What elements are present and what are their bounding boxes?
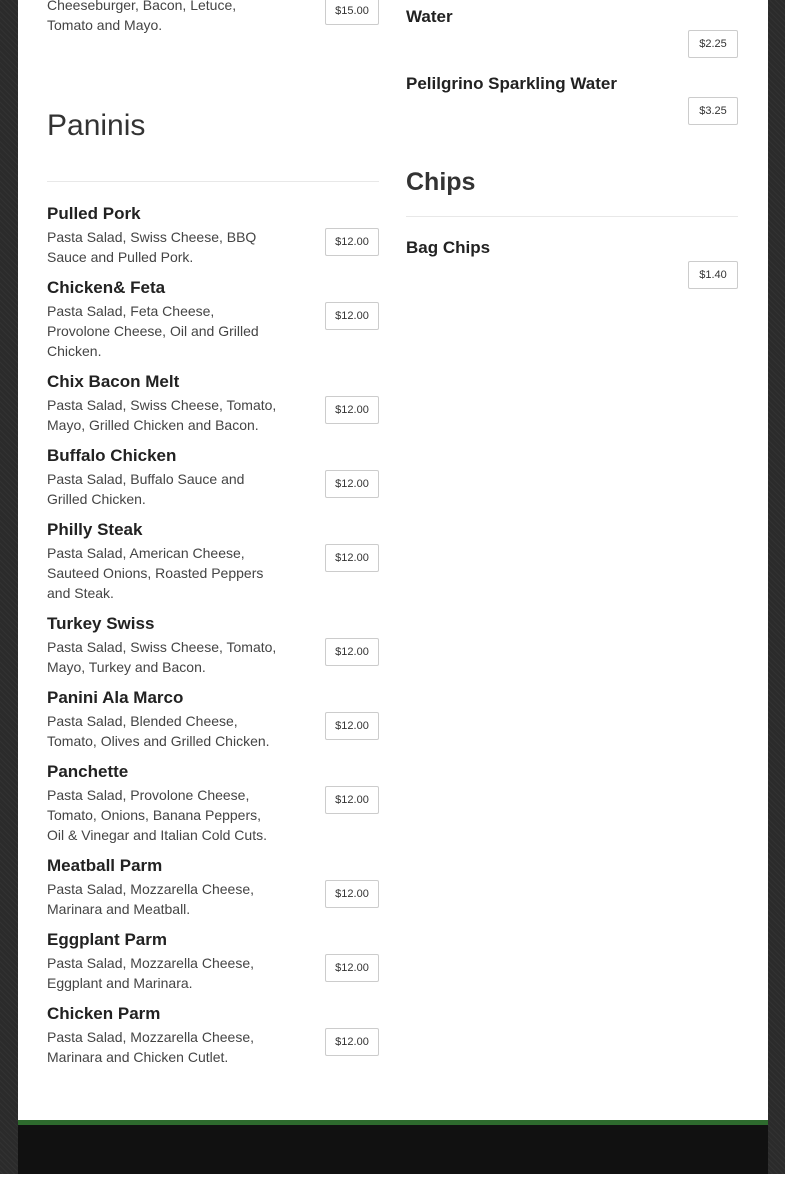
menu-item [406, 7, 738, 50]
menu-item [47, 688, 379, 751]
menu-item [47, 446, 379, 509]
price-button[interactable]: $12.00 [325, 228, 379, 256]
menu-item [47, 930, 379, 993]
section-title-chips: Chips [406, 168, 476, 196]
item-description: Pasta Salad, Provolone Cheese, Tomato, Onions, Banana Peppers, Oil & Vinegar and Italian Cold Cuts. [47, 787, 267, 843]
menu-item [47, 204, 379, 267]
footer [18, 1125, 768, 1175]
item-description: Cheeseburger, Bacon, Letuce, Tomato and Mayo. [47, 0, 237, 33]
price-button[interactable]: $2.25 [688, 30, 738, 58]
item-description: Pasta Salad, Mozzarella Cheese, Marinara and Meatball. [47, 881, 254, 917]
item-description: Pasta Salad, Blended Cheese, Tomato, Olives and Grilled Chicken. [47, 713, 270, 749]
item-name: Chicken& Feta [47, 278, 166, 297]
price-button[interactable]: $12.00 [325, 470, 379, 498]
menu-item [47, 520, 379, 603]
price-button[interactable]: $1.40 [688, 261, 738, 289]
item-description: Pasta Salad, Mozzarella Cheese, Marinara and Chicken Cutlet. [47, 1029, 254, 1065]
price-button[interactable]: $12.00 [325, 786, 379, 814]
item-description: Pasta Salad, Swiss Cheese, BBQ Sauce and Pulled Pork. [47, 229, 257, 265]
menu-item [47, 1004, 379, 1067]
menu-item [47, 372, 379, 435]
item-name: Panini Ala Marco [47, 688, 184, 707]
price-button[interactable]: $12.00 [325, 396, 379, 424]
item-description: Pasta Salad, American Cheese, Sauteed Onions, Roasted Peppers and Steak. [47, 545, 264, 601]
item-name: Chix Bacon Melt [47, 372, 180, 391]
section-divider [406, 216, 738, 217]
item-name: Chicken Parm [47, 1004, 161, 1023]
price-button[interactable]: $12.00 [325, 954, 379, 982]
price-button[interactable]: $12.00 [325, 880, 379, 908]
item-name: Buffalo Chicken [47, 446, 177, 465]
section-title-paninis: Paninis [47, 109, 146, 142]
price-button[interactable]: $12.00 [325, 638, 379, 666]
item-description: Pasta Salad, Swiss Cheese, Tomato, Mayo, Grilled Chicken and Bacon. [47, 397, 277, 433]
item-name: Pelilgrino Sparkling Water [406, 74, 617, 93]
menu-item [406, 74, 738, 117]
item-name: Philly Steak [47, 520, 143, 539]
price-button[interactable]: $12.00 [325, 712, 379, 740]
item-name: Eggplant Parm [47, 930, 167, 949]
price-button[interactable]: $12.00 [325, 1028, 379, 1056]
menu-item [47, 614, 379, 677]
item-name: Water [406, 7, 453, 26]
section-divider [47, 181, 379, 182]
menu-page [18, 0, 768, 1120]
menu-item-burger [47, 0, 379, 35]
item-name: Meatball Parm [47, 856, 163, 875]
price-button[interactable]: $3.25 [688, 97, 738, 125]
price-button[interactable]: $15.00 [325, 0, 379, 25]
item-description: Pasta Salad, Mozzarella Cheese, Eggplant and Marinara. [47, 955, 254, 991]
item-name: Turkey Swiss [47, 614, 155, 633]
menu-item [47, 278, 379, 361]
item-description: Pasta Salad, Swiss Cheese, Tomato, Mayo, Turkey and Bacon. [47, 639, 277, 675]
menu-item [406, 238, 738, 281]
bottom-strip [0, 1174, 785, 1183]
price-button[interactable]: $12.00 [325, 302, 379, 330]
item-name: Pulled Pork [47, 204, 141, 223]
menu-item [47, 856, 379, 919]
item-description: Pasta Salad, Buffalo Sauce and Grilled Chicken. [47, 471, 245, 507]
item-description: Pasta Salad, Feta Cheese, Provolone Cheese, Oil and Grilled Chicken. [47, 303, 259, 359]
item-name: Panchette [47, 762, 129, 781]
item-name: Bag Chips [406, 238, 491, 257]
price-button[interactable]: $12.00 [325, 544, 379, 572]
menu-item [47, 762, 379, 845]
